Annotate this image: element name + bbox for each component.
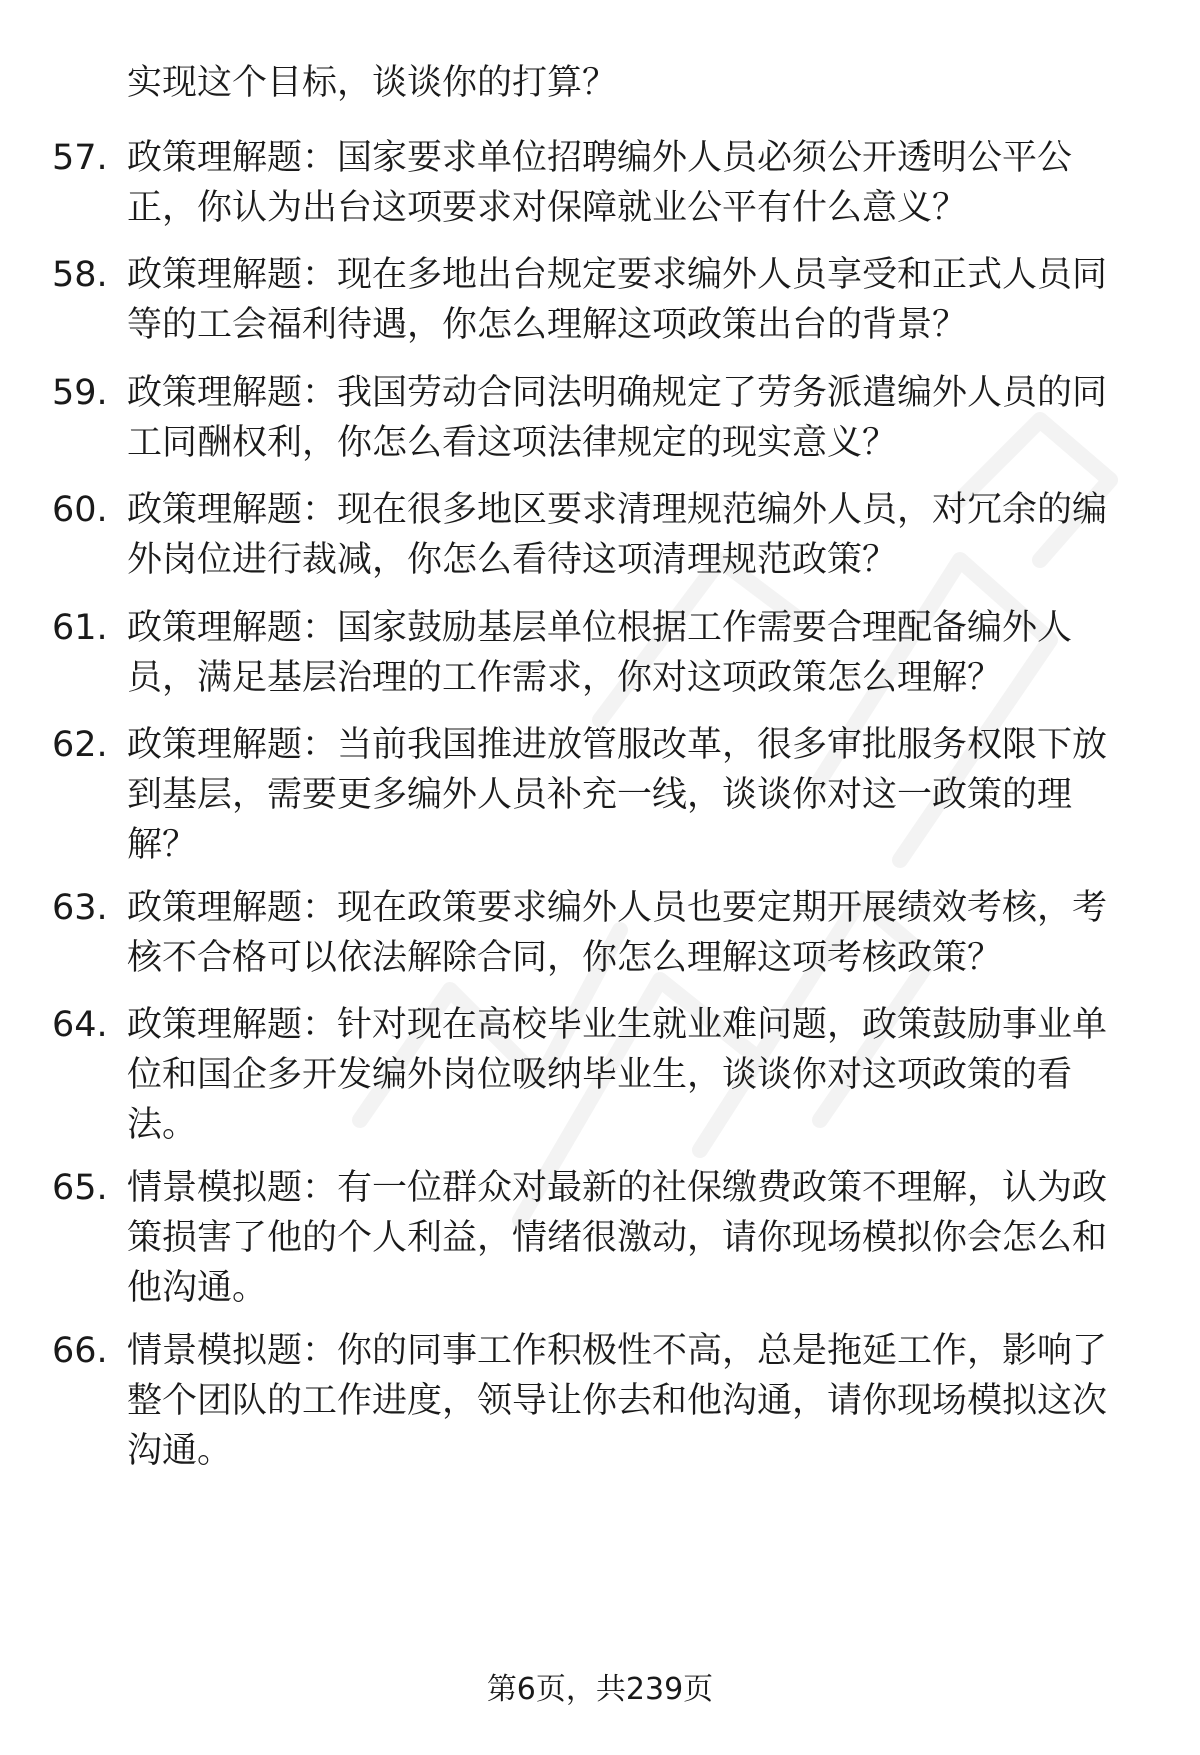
item-line: 政策理解题：我国劳动合同法明确规定了劳务派遣编外人员的同 bbox=[127, 373, 1108, 413]
item-line: 解？ bbox=[127, 825, 198, 865]
item-text bbox=[127, 883, 1157, 983]
item-line: 正，你认为出台这项要求对保障就业公平有什么意义？ bbox=[127, 188, 968, 228]
page-footer: 第6页，共239页 bbox=[486, 1672, 714, 1707]
item-number: 65. bbox=[52, 1168, 108, 1208]
item-number: 57. bbox=[52, 138, 108, 178]
item-line: 策损害了他的个人利益，情绪很激动，请你现场模拟你会怎么和 bbox=[127, 1218, 1108, 1258]
item-text bbox=[127, 720, 1157, 870]
item-line: 核不合格可以依法解除合同，你怎么理解这项考核政策？ bbox=[127, 938, 1003, 978]
item-line: 情景模拟题：你的同事工作积极性不高，总是拖延工作，影响了 bbox=[127, 1331, 1108, 1371]
item-line: 位和国企多开发编外岗位吸纳毕业生，谈谈你对这项政策的看 bbox=[127, 1055, 1073, 1095]
item-text bbox=[127, 485, 1157, 585]
item-line: 法。 bbox=[127, 1105, 198, 1145]
continued-text: 实现这个目标，谈谈你的打算？ bbox=[127, 63, 618, 103]
item-line: 政策理解题：国家要求单位招聘编外人员必须公开透明公平公 bbox=[127, 138, 1073, 178]
item-line: 沟通。 bbox=[127, 1431, 233, 1471]
item-number: 66. bbox=[52, 1331, 108, 1371]
item-number: 62. bbox=[52, 725, 108, 765]
item-line: 到基层，需要更多编外人员补充一线，谈谈你对这一政策的理 bbox=[127, 775, 1073, 815]
item-line: 政策理解题：现在政策要求编外人员也要定期开展绩效考核，考 bbox=[127, 888, 1108, 928]
item-number: 63. bbox=[52, 888, 108, 928]
item-text bbox=[127, 133, 1157, 233]
item-text bbox=[127, 603, 1157, 703]
item-line: 政策理解题：当前我国推进放管服改革，很多审批服务权限下放 bbox=[127, 725, 1108, 765]
item-line: 工同酬权利，你怎么看这项法律规定的现实意义？ bbox=[127, 423, 898, 463]
item-number: 61. bbox=[52, 608, 108, 648]
item-text bbox=[127, 1000, 1157, 1150]
item-line: 政策理解题：针对现在高校毕业生就业难问题，政策鼓励事业单 bbox=[127, 1005, 1108, 1045]
item-number: 58. bbox=[52, 255, 108, 295]
item-line: 政策理解题：现在多地出台规定要求编外人员享受和正式人员同 bbox=[127, 255, 1108, 295]
item-text bbox=[127, 1163, 1157, 1313]
item-line: 外岗位进行裁减，你怎么看待这项清理规范政策？ bbox=[127, 540, 898, 580]
item-text bbox=[127, 368, 1157, 468]
item-line: 等的工会福利待遇，你怎么理解这项政策出台的背景？ bbox=[127, 305, 968, 345]
item-line: 他沟通。 bbox=[127, 1268, 268, 1308]
item-line: 整个团队的工作进度，领导让你去和他沟通，请你现场模拟这次 bbox=[127, 1381, 1108, 1421]
item-number: 64. bbox=[52, 1005, 108, 1045]
item-number: 60. bbox=[52, 490, 108, 530]
item-line: 情景模拟题：有一位群众对最新的社保缴费政策不理解，认为政 bbox=[127, 1168, 1108, 1208]
item-number: 59. bbox=[52, 373, 108, 413]
item-line: 员，满足基层治理的工作需求，你对这项政策怎么理解？ bbox=[127, 658, 1003, 698]
item-line: 政策理解题：现在很多地区要求清理规范编外人员，对冗余的编 bbox=[127, 490, 1108, 530]
item-text bbox=[127, 250, 1157, 350]
item-text bbox=[127, 1326, 1157, 1476]
item-line: 政策理解题：国家鼓励基层单位根据工作需要合理配备编外人 bbox=[127, 608, 1073, 648]
